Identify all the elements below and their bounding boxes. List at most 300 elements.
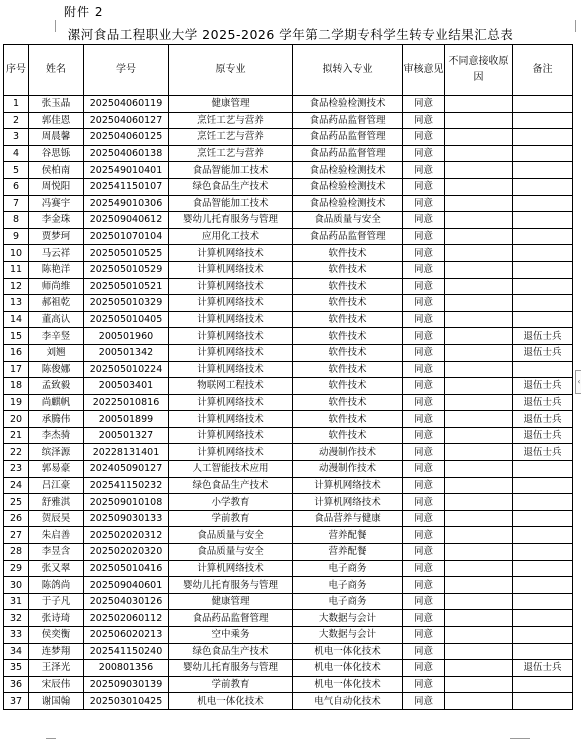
cell-original-major: 计算机网络技术 (169, 311, 293, 328)
cell-reject-reason (445, 328, 513, 345)
cell-original-major: 计算机网络技术 (169, 295, 293, 312)
cell-original-major: 计算机网络技术 (169, 278, 293, 295)
table-row (4, 610, 573, 627)
cell-original-major: 健康管理 (169, 593, 293, 610)
header-reject-reason: 不同意接收原因 (445, 45, 513, 96)
cell-seq: 17 (4, 361, 29, 378)
cell-student-id: 202505010329 (84, 295, 169, 312)
cell-name: 陈鸽尚 (29, 577, 84, 594)
cell-original-major: 健康管理 (169, 96, 293, 113)
cell-review-opinion: 同意 (403, 212, 445, 229)
cell-seq: 28 (4, 544, 29, 561)
cell-reject-reason (445, 245, 513, 262)
cell-student-id: 202509030133 (84, 510, 169, 527)
cell-reject-reason (445, 212, 513, 229)
cell-student-id: 202504060119 (84, 96, 169, 113)
cell-original-major: 计算机网络技术 (169, 344, 293, 361)
cell-student-id: 202502020312 (84, 527, 169, 544)
cell-student-id: 202541150232 (84, 477, 169, 494)
cell-original-major: 烹饪工艺与营养 (169, 129, 293, 146)
table-row (4, 411, 573, 428)
cell-reject-reason (445, 278, 513, 295)
cell-original-major: 计算机网络技术 (169, 411, 293, 428)
table-row (4, 444, 573, 461)
cell-student-id: 202503010425 (84, 693, 169, 710)
cell-name: 谷思铄 (29, 145, 84, 162)
cell-reject-reason (445, 527, 513, 544)
cell-reject-reason (445, 145, 513, 162)
cell-original-major: 食品智能加工技术 (169, 162, 293, 179)
cell-student-id: 202549010306 (84, 195, 169, 212)
cell-reject-reason (445, 394, 513, 411)
cell-student-id: 202505010405 (84, 311, 169, 328)
cell-note (513, 527, 573, 544)
cell-student-id: 200501960 (84, 328, 169, 345)
cell-note (513, 477, 573, 494)
cell-target-major: 动漫制作技术 (293, 444, 403, 461)
cell-target-major: 软件技术 (293, 295, 403, 312)
cell-target-major: 食品检验检测技术 (293, 178, 403, 195)
cell-reject-reason (445, 627, 513, 644)
cell-original-major: 学前教育 (169, 510, 293, 527)
cell-name: 刘翘 (29, 344, 84, 361)
table-row (4, 676, 573, 693)
cell-review-opinion: 同意 (403, 610, 445, 627)
cell-original-major: 烹饪工艺与营养 (169, 112, 293, 129)
table-row (4, 112, 573, 129)
cell-review-opinion: 同意 (403, 427, 445, 444)
cell-original-major: 计算机网络技术 (169, 245, 293, 262)
table-row (4, 245, 573, 262)
cell-review-opinion: 同意 (403, 278, 445, 295)
cell-note (513, 278, 573, 295)
cell-seq: 32 (4, 610, 29, 627)
cell-seq: 18 (4, 378, 29, 395)
cell-reject-reason (445, 560, 513, 577)
cell-name: 承腾伟 (29, 411, 84, 428)
attachment-label: 附件 2 (64, 5, 104, 19)
cell-seq: 21 (4, 427, 29, 444)
cell-note (513, 461, 573, 478)
cell-student-id: 202509040612 (84, 212, 169, 229)
cell-seq: 35 (4, 660, 29, 677)
cell-original-major: 绿色食品生产技术 (169, 477, 293, 494)
cell-note (513, 610, 573, 627)
header-student-id: 学号 (84, 45, 169, 96)
table-row (4, 693, 573, 710)
table-row (4, 361, 573, 378)
cell-review-opinion: 同意 (403, 344, 445, 361)
cell-reject-reason (445, 577, 513, 594)
cell-student-id: 202505010416 (84, 560, 169, 577)
cell-target-major: 食品营养与健康 (293, 510, 403, 527)
cell-name: 郭易豪 (29, 461, 84, 478)
cell-seq: 34 (4, 643, 29, 660)
cell-seq: 8 (4, 212, 29, 229)
cell-target-major: 电气自动化技术 (293, 693, 403, 710)
cell-target-major: 大数据与会计 (293, 610, 403, 627)
cell-name: 张诗琦 (29, 610, 84, 627)
cell-original-major: 计算机网络技术 (169, 261, 293, 278)
cell-target-major: 软件技术 (293, 261, 403, 278)
header-name: 姓名 (29, 45, 84, 96)
cell-seq: 19 (4, 394, 29, 411)
table-row (4, 212, 573, 229)
cell-original-major: 食品质量与安全 (169, 527, 293, 544)
cell-original-major: 空中乘务 (169, 627, 293, 644)
cell-name: 贾梦珂 (29, 228, 84, 245)
cell-student-id: 202502060112 (84, 610, 169, 627)
cell-name: 朱启善 (29, 527, 84, 544)
cell-target-major: 食品药品监督管理 (293, 228, 403, 245)
cell-original-major: 烹饪工艺与营养 (169, 145, 293, 162)
cell-note (513, 544, 573, 561)
cell-reject-reason (445, 593, 513, 610)
cell-student-id: 200503401 (84, 378, 169, 395)
cell-reject-reason (445, 129, 513, 146)
cell-name: 尚麒帆 (29, 394, 84, 411)
cell-note (513, 195, 573, 212)
table-row (4, 394, 573, 411)
cell-target-major: 大数据与会计 (293, 627, 403, 644)
cell-original-major: 计算机网络技术 (169, 361, 293, 378)
cell-original-major: 计算机网络技术 (169, 328, 293, 345)
cell-student-id: 202501070104 (84, 228, 169, 245)
table-row (4, 593, 573, 610)
cell-reject-reason (445, 162, 513, 179)
cell-note: 退伍士兵 (513, 660, 573, 677)
cell-reject-reason (445, 544, 513, 561)
cell-reject-reason (445, 510, 513, 527)
cell-student-id: 202549010401 (84, 162, 169, 179)
table-row (4, 261, 573, 278)
cell-note (513, 643, 573, 660)
cell-student-id: 202541150240 (84, 643, 169, 660)
cell-review-opinion: 同意 (403, 378, 445, 395)
cell-review-opinion: 同意 (403, 444, 445, 461)
header-original-major: 原专业 (169, 45, 293, 96)
cell-seq: 6 (4, 178, 29, 195)
cell-student-id: 200501342 (84, 344, 169, 361)
cell-original-major: 婴幼儿托育服务与管理 (169, 212, 293, 229)
cell-note (513, 145, 573, 162)
cell-note: 退伍士兵 (513, 344, 573, 361)
cell-review-opinion: 同意 (403, 693, 445, 710)
cell-review-opinion: 同意 (403, 228, 445, 245)
cell-original-major: 应用化工技术 (169, 228, 293, 245)
cell-student-id: 202505010529 (84, 261, 169, 278)
table-row (4, 660, 573, 677)
cell-seq: 1 (4, 96, 29, 113)
cell-note (513, 676, 573, 693)
cell-name: 贺辰昊 (29, 510, 84, 527)
cell-student-id: 202405090127 (84, 461, 169, 478)
cell-name: 马云祥 (29, 245, 84, 262)
cell-review-opinion: 同意 (403, 129, 445, 146)
cell-seq: 3 (4, 129, 29, 146)
cell-seq: 26 (4, 510, 29, 527)
header-review-opinion: 审核意见 (403, 45, 445, 96)
cell-seq: 12 (4, 278, 29, 295)
cell-review-opinion: 同意 (403, 245, 445, 262)
cell-seq: 4 (4, 145, 29, 162)
cell-note (513, 510, 573, 527)
cell-seq: 11 (4, 261, 29, 278)
cell-note: 退伍士兵 (513, 444, 573, 461)
cell-reject-reason (445, 195, 513, 212)
cell-name: 舒雅淇 (29, 494, 84, 511)
page-bottom-mark-left (46, 738, 56, 739)
cell-student-id: 202509040601 (84, 577, 169, 594)
cell-target-major: 软件技术 (293, 245, 403, 262)
cell-seq: 13 (4, 295, 29, 312)
cell-original-major: 婴幼儿托育服务与管理 (169, 577, 293, 594)
cell-seq: 37 (4, 693, 29, 710)
table-row (4, 627, 573, 644)
cell-review-opinion: 同意 (403, 328, 445, 345)
cell-target-major: 软件技术 (293, 328, 403, 345)
cell-reject-reason (445, 411, 513, 428)
cell-review-opinion: 同意 (403, 577, 445, 594)
cell-student-id: 202541150107 (84, 178, 169, 195)
cell-review-opinion: 同意 (403, 178, 445, 195)
table-row (4, 344, 573, 361)
header-seq: 序号 (4, 45, 29, 96)
cell-review-opinion: 同意 (403, 162, 445, 179)
cell-target-major: 营养配餐 (293, 544, 403, 561)
cell-name: 吕江豪 (29, 477, 84, 494)
cell-reject-reason (445, 693, 513, 710)
cell-name: 于子凡 (29, 593, 84, 610)
cell-target-major: 营养配餐 (293, 527, 403, 544)
cell-seq: 24 (4, 477, 29, 494)
cell-name: 李辛竖 (29, 328, 84, 345)
table-row (4, 178, 573, 195)
cell-seq: 9 (4, 228, 29, 245)
cell-review-opinion: 同意 (403, 627, 445, 644)
cell-note (513, 361, 573, 378)
cell-reject-reason (445, 361, 513, 378)
cell-note (513, 295, 573, 312)
cell-review-opinion: 同意 (403, 295, 445, 312)
table-row (4, 477, 573, 494)
table-header-row (4, 45, 573, 96)
cell-original-major: 食品质量与安全 (169, 544, 293, 561)
cell-name: 王泽光 (29, 660, 84, 677)
cell-note (513, 560, 573, 577)
cell-original-major: 绿色食品生产技术 (169, 643, 293, 660)
cell-target-major: 计算机网络技术 (293, 494, 403, 511)
cell-target-major: 机电一体化技术 (293, 676, 403, 693)
cell-note (513, 178, 573, 195)
header-target-major: 拟转入专业 (293, 45, 403, 96)
cell-reject-reason (445, 112, 513, 129)
cell-target-major: 机电一体化技术 (293, 643, 403, 660)
cell-target-major: 食品检验检测技术 (293, 162, 403, 179)
cell-reject-reason (445, 427, 513, 444)
cell-reject-reason (445, 344, 513, 361)
cell-original-major: 机电一体化技术 (169, 693, 293, 710)
cell-review-opinion: 同意 (403, 195, 445, 212)
cell-target-major: 软件技术 (293, 311, 403, 328)
cell-name: 张又翠 (29, 560, 84, 577)
cell-student-id: 202505010224 (84, 361, 169, 378)
cell-review-opinion: 同意 (403, 676, 445, 693)
cell-original-major: 小学教育 (169, 494, 293, 511)
cell-target-major: 电子商务 (293, 593, 403, 610)
cell-name: 缤泽源 (29, 444, 84, 461)
cell-seq: 31 (4, 593, 29, 610)
table-row (4, 328, 573, 345)
cell-student-id: 202509030139 (84, 676, 169, 693)
cell-note (513, 96, 573, 113)
cell-original-major: 食品智能加工技术 (169, 195, 293, 212)
cell-note (513, 311, 573, 328)
table-row (4, 494, 573, 511)
cell-name: 周晨馨 (29, 129, 84, 146)
cell-review-opinion: 同意 (403, 510, 445, 527)
cell-student-id: 202505010525 (84, 245, 169, 262)
cell-student-id: 20225010816 (84, 394, 169, 411)
cell-seq: 22 (4, 444, 29, 461)
cell-note (513, 245, 573, 262)
cell-target-major: 软件技术 (293, 344, 403, 361)
cell-seq: 15 (4, 328, 29, 345)
cell-note (513, 494, 573, 511)
cell-target-major: 食品检验检测技术 (293, 195, 403, 212)
cell-name: 张玉晶 (29, 96, 84, 113)
table-row (4, 145, 573, 162)
cell-note (513, 228, 573, 245)
cell-student-id: 202506020213 (84, 627, 169, 644)
cell-student-id: 200501327 (84, 427, 169, 444)
cell-target-major: 食品药品监督管理 (293, 145, 403, 162)
table-row (4, 544, 573, 561)
header-note: 备注 (513, 45, 573, 96)
cell-name: 陈艳洋 (29, 261, 84, 278)
cell-review-opinion: 同意 (403, 660, 445, 677)
cell-target-major: 软件技术 (293, 394, 403, 411)
cell-note (513, 593, 573, 610)
cell-note (513, 261, 573, 278)
cell-note (513, 212, 573, 229)
table-row (4, 96, 573, 113)
cell-student-id: 202502020320 (84, 544, 169, 561)
cell-target-major: 软件技术 (293, 411, 403, 428)
cell-seq: 25 (4, 494, 29, 511)
cell-original-major: 人工智能技术应用 (169, 461, 293, 478)
cell-reject-reason (445, 643, 513, 660)
table-row (4, 278, 573, 295)
cell-seq: 20 (4, 411, 29, 428)
cell-note (513, 129, 573, 146)
cell-name: 董高认 (29, 311, 84, 328)
transfer-results-table (3, 44, 573, 710)
cell-review-opinion: 同意 (403, 411, 445, 428)
cell-review-opinion: 同意 (403, 560, 445, 577)
cell-student-id: 202509010108 (84, 494, 169, 511)
table-row (4, 527, 573, 544)
cell-note: 退伍士兵 (513, 427, 573, 444)
cell-target-major: 软件技术 (293, 427, 403, 444)
cell-seq: 2 (4, 112, 29, 129)
scroll-handle[interactable]: ‹ (575, 370, 581, 394)
cell-reject-reason (445, 178, 513, 195)
cell-name: 连梦翔 (29, 643, 84, 660)
cell-reject-reason (445, 676, 513, 693)
cell-seq: 33 (4, 627, 29, 644)
cell-seq: 5 (4, 162, 29, 179)
table-row (4, 560, 573, 577)
cell-original-major: 计算机网络技术 (169, 427, 293, 444)
cell-reject-reason (445, 477, 513, 494)
cell-student-id: 202504060138 (84, 145, 169, 162)
cell-original-major: 物联网工程技术 (169, 378, 293, 395)
cell-review-opinion: 同意 (403, 96, 445, 113)
cell-target-major: 食品质量与安全 (293, 212, 403, 229)
cell-review-opinion: 同意 (403, 311, 445, 328)
cell-reject-reason (445, 494, 513, 511)
table-row (4, 228, 573, 245)
table-row (4, 129, 573, 146)
cell-review-opinion: 同意 (403, 593, 445, 610)
cell-seq: 23 (4, 461, 29, 478)
cell-target-major: 软件技术 (293, 278, 403, 295)
cell-target-major: 食品检验检测技术 (293, 96, 403, 113)
cell-note (513, 693, 573, 710)
cell-reject-reason (445, 444, 513, 461)
cell-review-opinion: 同意 (403, 544, 445, 561)
cell-name: 宋辰伟 (29, 676, 84, 693)
cell-name: 周悦阳 (29, 178, 84, 195)
cell-note: 退伍士兵 (513, 394, 573, 411)
page-bottom-mark-right (510, 738, 530, 739)
cell-review-opinion: 同意 (403, 394, 445, 411)
cell-original-major: 计算机网络技术 (169, 444, 293, 461)
document-title: 漯河食品工程职业大学 2025-2026 学年第二学期专科学生转专业结果汇总表 (67, 27, 514, 42)
table-row (4, 510, 573, 527)
cell-seq: 7 (4, 195, 29, 212)
cell-reject-reason (445, 295, 513, 312)
cell-target-major: 软件技术 (293, 361, 403, 378)
cell-review-opinion: 同意 (403, 477, 445, 494)
cell-name: 郝祖乾 (29, 295, 84, 312)
cell-review-opinion: 同意 (403, 643, 445, 660)
cell-target-major: 计算机网络技术 (293, 477, 403, 494)
cell-seq: 16 (4, 344, 29, 361)
cell-student-id: 202504060127 (84, 112, 169, 129)
cell-target-major: 软件技术 (293, 378, 403, 395)
table-row (4, 162, 573, 179)
table-row (4, 577, 573, 594)
cell-seq: 36 (4, 676, 29, 693)
cell-target-major: 电子商务 (293, 577, 403, 594)
cell-reject-reason (445, 610, 513, 627)
cell-name: 谢国翰 (29, 693, 84, 710)
cell-name: 李金珠 (29, 212, 84, 229)
table-row (4, 311, 573, 328)
cell-target-major: 食品药品监督管理 (293, 112, 403, 129)
table-row (4, 195, 573, 212)
cell-review-opinion: 同意 (403, 145, 445, 162)
cell-reject-reason (445, 96, 513, 113)
cell-reject-reason (445, 461, 513, 478)
cell-name: 冯赛宇 (29, 195, 84, 212)
cell-target-major: 食品药品监督管理 (293, 129, 403, 146)
cell-reject-reason (445, 660, 513, 677)
table-row (4, 643, 573, 660)
cell-reject-reason (445, 228, 513, 245)
